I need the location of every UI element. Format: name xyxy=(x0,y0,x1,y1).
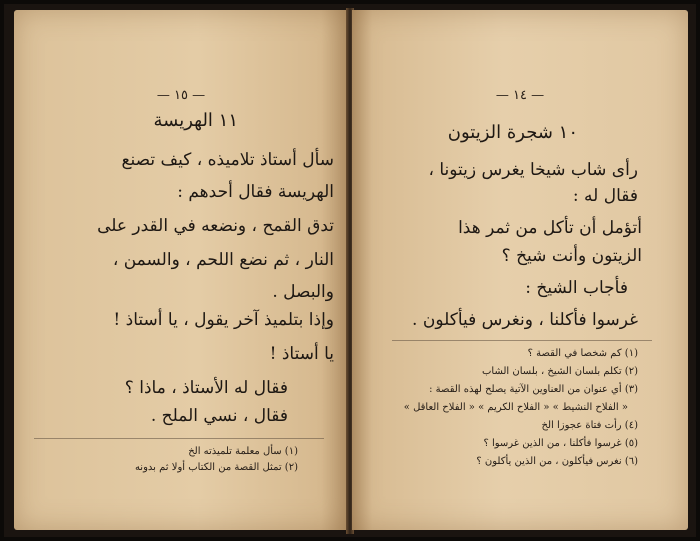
left-page-number: — ١٥ — xyxy=(156,88,206,103)
right-page xyxy=(352,10,688,530)
right-exercise-2: (٢) تكلم بلسان الشيخ ، بلسان الشاب xyxy=(482,366,638,377)
right-exercise-1: (١) كم شخصا في القصة ؟ xyxy=(527,348,638,359)
left-page-title: ١١ الهريسة xyxy=(153,110,238,131)
left-line-2: الهريسة فقال أحدهم : xyxy=(177,182,334,202)
left-line-4: النار ، ثم نضع اللحم ، والسمن ، xyxy=(112,250,334,270)
left-line-5: والبصل . xyxy=(272,282,334,302)
right-exercise-5: (٥) غرسوا فأكلنا ، من الذين غرسوا ؟ xyxy=(483,438,638,449)
right-line-6: غرسوا فأكلنا ، ونغرس فيأكلون . xyxy=(412,310,638,330)
left-divider xyxy=(34,438,324,439)
right-line-4: الزيتون وأنت شيخ ؟ xyxy=(501,246,642,266)
left-line-1: سأل أستاذ تلاميذه ، كيف تصنع xyxy=(121,150,334,170)
right-line-5: فأجاب الشيخ : xyxy=(525,278,628,298)
left-page xyxy=(14,10,348,530)
right-line-1: رأى شاب شيخا يغرس زيتونا ، xyxy=(428,160,638,180)
book-spread xyxy=(4,4,696,537)
left-line-6: وإذا بتلميذ آخر يقول ، يا أستاذ ! xyxy=(113,310,334,330)
left-exercise-2: (٢) تمثل القصة من الكتاب أولا ثم بدونه xyxy=(134,462,298,473)
right-page-number: — ١٤ — xyxy=(495,88,545,103)
left-line-3: تدق القمح ، ونضعه في القدر على xyxy=(97,216,334,236)
left-line-7: يا أستاذ ! xyxy=(269,344,334,364)
left-exercise-1: (١) سأل معلمة تلميذته الخ xyxy=(188,446,298,457)
right-exercise-3-options: « الفلاح النشيط » « الفلاح الكريم » « الفلاح العاقل » xyxy=(403,402,628,413)
right-line-2: فقال له : xyxy=(572,186,638,206)
right-divider xyxy=(392,340,652,341)
left-line-9: فقال ، نسي الملح . xyxy=(150,406,288,426)
right-page-title: ١٠ شجرة الزيتون xyxy=(447,122,578,143)
right-exercise-3: (٣) أي عنوان من العناوين الآتية يصلح لهذه القصة : xyxy=(429,384,638,395)
right-line-3: أتؤمل أن تأكل من ثمر هذا xyxy=(458,218,642,238)
left-line-8: فقال له الأستاذ ، ماذا ؟ xyxy=(124,378,288,398)
right-exercise-4: (٤) رأت فتاة عجوزا الخ xyxy=(541,420,638,431)
right-exercise-6: (٦) نغرس فيأكلون ، من الذين يأكلون ؟ xyxy=(476,456,638,467)
